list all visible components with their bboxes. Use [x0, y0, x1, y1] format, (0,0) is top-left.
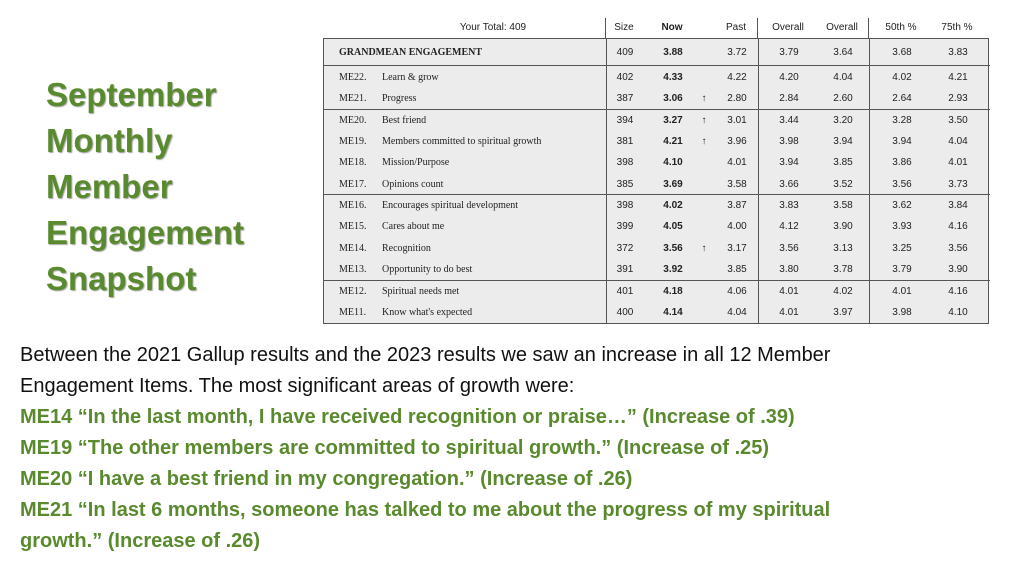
cell-label: Members committed to spiritual growth — [382, 136, 542, 148]
cell-size: 398 — [616, 157, 634, 169]
highlight-me21-cont: growth.” (Increase of .26) — [20, 530, 261, 552]
intro-line: Between the 2021 Gallup results and the 2023 results we saw an increase in all 12 Member — [20, 344, 831, 366]
cell-now: 3.56 — [663, 242, 683, 254]
cell-p75: 4.16 — [948, 221, 968, 233]
grandmean-overall-1: 3.79 — [779, 47, 799, 58]
table-row — [324, 302, 990, 323]
cell-now: 3.06 — [663, 93, 683, 105]
group-divider — [324, 65, 990, 66]
cell-p50: 3.25 — [892, 242, 912, 254]
header-divider — [868, 18, 869, 38]
table-row — [324, 152, 990, 173]
cell-size: 400 — [616, 306, 634, 318]
cell-p50: 3.62 — [892, 200, 912, 212]
table-row — [324, 88, 990, 109]
cell-code: ME12. — [339, 285, 367, 297]
cell-p75: 4.21 — [948, 72, 968, 83]
cell-p75: 3.73 — [948, 178, 968, 190]
cell-size: 394 — [616, 114, 634, 126]
highlight-me21: ME21 “In last 6 months, someone has talked to me about the progress of my spiritual — [20, 499, 831, 521]
cell-past: 3.85 — [727, 264, 747, 276]
cell-p75: 3.56 — [948, 242, 968, 254]
header-past: Past — [725, 22, 746, 33]
cell-label: Opportunity to do best — [382, 264, 473, 276]
grandmean-row — [324, 42, 990, 63]
cell-p50: 2.64 — [892, 93, 912, 105]
cell-size: 385 — [616, 178, 634, 190]
cell-size: 398 — [616, 200, 634, 212]
header-overall-1: Overall — [772, 22, 804, 33]
cell-overall1: 3.83 — [779, 200, 799, 212]
cell-past: 3.96 — [727, 136, 747, 148]
cell-arrow — [694, 67, 714, 88]
cell-overall1: 4.20 — [779, 72, 799, 83]
table-row — [324, 281, 990, 302]
cell-past: 2.80 — [727, 93, 747, 105]
cell-now: 3.27 — [663, 114, 683, 126]
cell-size: 402 — [616, 72, 634, 83]
cell-overall2: 3.85 — [833, 157, 853, 169]
cell-label: Mission/Purpose — [382, 157, 450, 169]
cell-overall2: 2.60 — [833, 93, 853, 105]
cell-overall2: 3.94 — [833, 136, 853, 148]
table-row — [324, 67, 990, 88]
grandmean-label: GRANDMEAN ENGAGEMENT — [339, 47, 483, 58]
cell-label: Best friend — [382, 114, 427, 126]
cell-p75: 4.10 — [948, 306, 968, 318]
grandmean-overall-2: 3.64 — [833, 47, 853, 58]
cell-p50: 4.01 — [892, 285, 912, 297]
cell-overall1: 4.01 — [779, 285, 799, 297]
cell-label: Spiritual needs met — [382, 285, 460, 297]
cell-p75: 4.04 — [948, 136, 968, 148]
cell-now: 3.92 — [663, 264, 683, 276]
cell-past: 4.00 — [727, 221, 747, 233]
header-overall-2: Overall — [826, 22, 858, 33]
cell-past: 3.87 — [727, 200, 747, 212]
cell-code: ME20. — [339, 114, 367, 126]
cell-p50: 3.28 — [892, 114, 912, 126]
cell-overall2: 3.13 — [833, 242, 853, 254]
cell-arrow — [694, 152, 714, 173]
table-row — [324, 238, 990, 259]
cell-size: 391 — [616, 264, 634, 276]
cell-overall2: 3.78 — [833, 264, 853, 276]
header-divider — [757, 18, 758, 38]
cell-code: ME17. — [339, 178, 367, 190]
cell-past: 3.01 — [727, 114, 747, 126]
cell-code: ME16. — [339, 200, 367, 212]
table-row — [324, 195, 990, 216]
highlight-me20: ME20 “I have a best friend in my congregation.” (Increase of .26) — [20, 468, 633, 490]
cell-arrow — [694, 302, 714, 323]
cell-overall2: 3.52 — [833, 178, 853, 190]
table-row — [324, 174, 990, 195]
cell-now: 4.14 — [663, 306, 683, 318]
cell-past: 4.01 — [727, 157, 747, 169]
title-line: Engagement — [46, 214, 245, 251]
cell-code: ME13. — [339, 264, 367, 276]
header-size: Size — [614, 22, 634, 33]
cell-now: 4.10 — [663, 157, 683, 169]
cell-size: 372 — [616, 242, 634, 254]
cell-size: 381 — [616, 136, 634, 148]
cell-now: 4.05 — [663, 221, 683, 233]
cell-p50: 3.79 — [892, 264, 912, 276]
grandmean-75th: 3.83 — [948, 47, 968, 58]
cell-arrow: ↑ — [701, 136, 707, 148]
cell-arrow — [694, 216, 714, 237]
cell-code: ME18. — [339, 157, 367, 169]
cell-label: Encourages spiritual development — [382, 200, 519, 212]
cell-p75: 4.16 — [948, 285, 968, 297]
cell-p75: 4.01 — [948, 157, 968, 169]
engagement-table — [323, 18, 990, 318]
cell-overall2: 3.58 — [833, 200, 853, 212]
cell-label: Learn & grow — [382, 72, 439, 83]
cell-size: 401 — [616, 285, 634, 297]
highlight-me14: ME14 “In the last month, I have received recognition or praise…” (Increase of .39) — [20, 406, 795, 428]
cell-code: ME19. — [339, 136, 367, 148]
cell-p50: 3.98 — [892, 306, 912, 318]
cell-overall2: 3.97 — [833, 306, 853, 318]
table-row — [324, 131, 990, 152]
grandmean-size: 409 — [616, 47, 634, 58]
cell-size: 399 — [616, 221, 634, 233]
grandmean-past: 3.72 — [727, 47, 747, 58]
header-now: Now — [661, 22, 683, 33]
cell-label: Recognition — [382, 242, 431, 254]
cell-arrow: ↑ — [701, 93, 707, 105]
cell-now: 4.33 — [663, 72, 683, 83]
cell-overall1: 3.56 — [779, 242, 799, 254]
summary-text — [20, 340, 1010, 557]
cell-code: ME11. — [339, 306, 367, 318]
slide-title — [46, 72, 306, 302]
cell-arrow: ↑ — [701, 242, 707, 254]
cell-overall1: 3.80 — [779, 264, 799, 276]
title-line: Member — [46, 168, 173, 205]
cell-now: 3.69 — [663, 178, 683, 190]
cell-overall1: 3.98 — [779, 136, 799, 148]
your-total-label: Your Total: 409 — [459, 22, 527, 33]
title-line: Snapshot — [46, 260, 197, 297]
cell-now: 4.02 — [663, 200, 683, 212]
cell-size: 387 — [616, 93, 634, 105]
table-row — [324, 216, 990, 237]
cell-arrow — [694, 195, 714, 216]
header-75th: 75th % — [941, 22, 973, 33]
table-body — [323, 38, 989, 324]
cell-p50: 4.02 — [892, 72, 912, 83]
cell-overall2: 3.20 — [833, 114, 853, 126]
cell-past: 4.06 — [727, 285, 747, 297]
cell-arrow: ↑ — [701, 114, 707, 126]
cell-overall2: 4.04 — [833, 72, 853, 83]
cell-label: Cares about me — [382, 221, 445, 233]
cell-p75: 3.90 — [948, 264, 968, 276]
cell-overall1: 2.84 — [779, 93, 799, 105]
table-row — [324, 259, 990, 280]
title-line: September — [46, 76, 217, 113]
cell-label: Opinions count — [382, 178, 444, 190]
cell-p75: 3.50 — [948, 114, 968, 126]
cell-overall1: 4.12 — [779, 221, 799, 233]
highlight-me19: ME19 “The other members are committed to spiritual growth.” (Increase of .25) — [20, 437, 770, 459]
cell-p50: 3.56 — [892, 178, 912, 190]
cell-overall1: 3.44 — [779, 114, 799, 126]
cell-overall1: 3.66 — [779, 178, 799, 190]
cell-now: 4.21 — [663, 136, 683, 148]
grandmean-50th: 3.68 — [892, 47, 912, 58]
table-header-row — [323, 18, 990, 38]
header-50th: 50th % — [885, 22, 917, 33]
cell-past: 3.17 — [727, 242, 747, 254]
cell-past: 4.04 — [727, 306, 747, 318]
cell-arrow — [694, 259, 714, 280]
cell-p50: 3.94 — [892, 136, 912, 148]
table-row — [324, 110, 990, 131]
cell-code: ME14. — [339, 242, 367, 254]
cell-overall1: 3.94 — [779, 157, 799, 169]
cell-past: 3.58 — [727, 178, 747, 190]
cell-now: 4.18 — [663, 285, 683, 297]
cell-code: ME21. — [339, 93, 367, 105]
cell-overall2: 3.90 — [833, 221, 853, 233]
cell-p50: 3.93 — [892, 221, 912, 233]
cell-p50: 3.86 — [892, 157, 912, 169]
cell-overall1: 4.01 — [779, 306, 799, 318]
cell-label: Progress — [382, 93, 417, 105]
cell-code: ME15. — [339, 221, 367, 233]
grandmean-now: 3.88 — [663, 47, 683, 58]
cell-label: Know what's expected — [382, 306, 473, 318]
cell-arrow — [694, 174, 714, 195]
cell-code: ME22. — [339, 72, 367, 83]
title-line: Monthly — [46, 122, 173, 159]
cell-overall2: 4.02 — [833, 285, 853, 297]
cell-p75: 2.93 — [948, 93, 968, 105]
header-divider — [605, 18, 606, 38]
intro-line: Engagement Items. The most significant areas of growth were: — [20, 375, 575, 397]
cell-p75: 3.84 — [948, 200, 968, 212]
cell-past: 4.22 — [727, 72, 747, 83]
cell-arrow — [694, 281, 714, 302]
